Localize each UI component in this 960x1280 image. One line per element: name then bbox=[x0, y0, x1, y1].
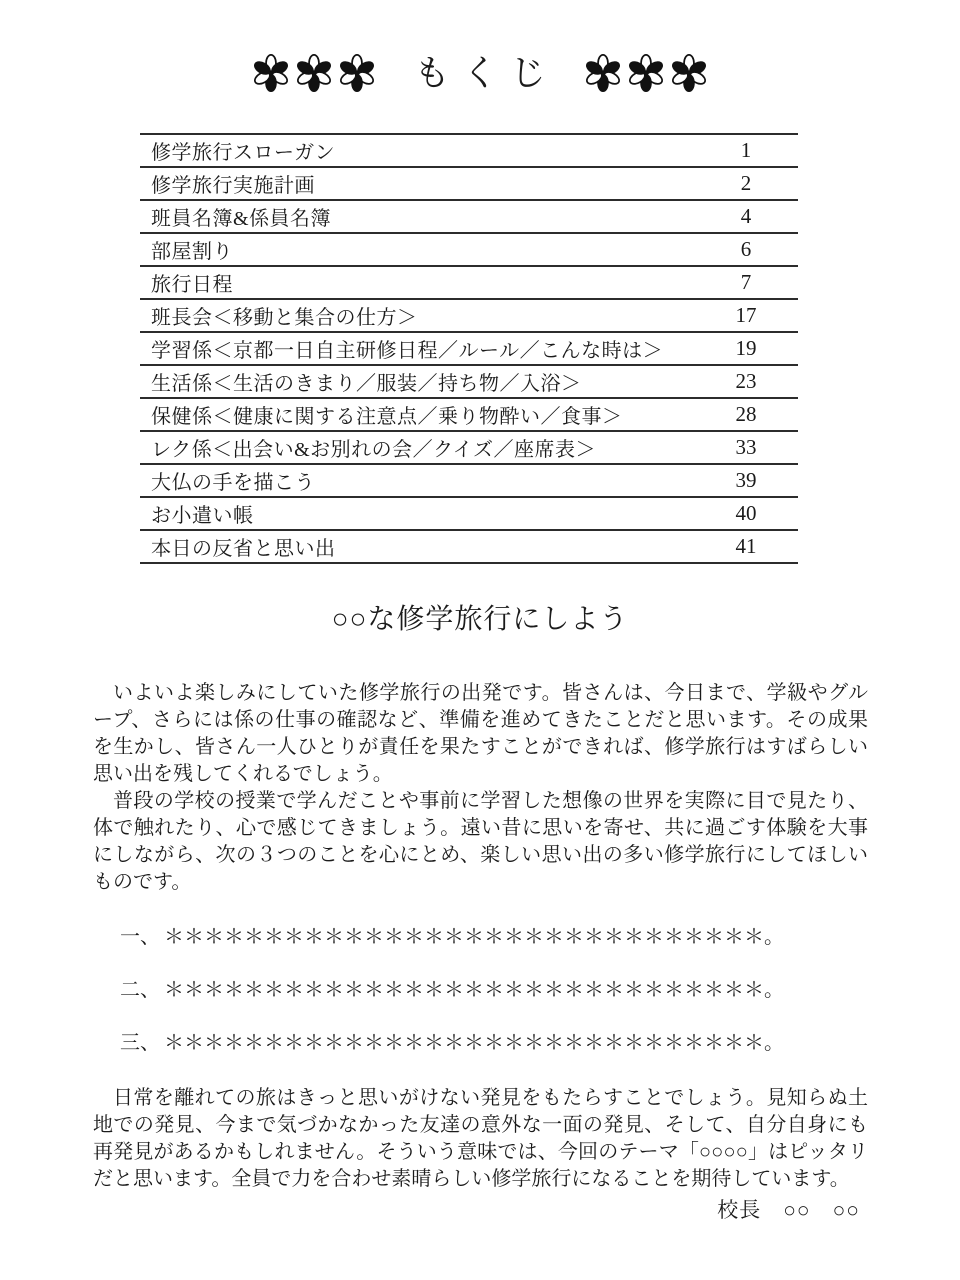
toc-entry-page: 41 bbox=[735, 534, 757, 558]
toc-entry-label: 生活係＜生活のきまり／服装／持ち物／入浴＞ bbox=[151, 373, 582, 395]
principle-text: ＊＊＊＊＊＊＊＊＊＊＊＊＊＊＊＊＊＊＊＊＊＊＊＊＊＊＊＊＊＊。 bbox=[164, 1032, 784, 1054]
florette-icon bbox=[627, 53, 665, 93]
toc-entry-page: 4 bbox=[740, 204, 752, 228]
toc-entry bbox=[140, 430, 798, 463]
principles-list bbox=[120, 924, 960, 1057]
paragraph-3: 日常を離れての旅はきっと思いがけない発見をもたらすことでしょう。見知らぬ土地での発見、今まで気づかなかった友達の意外な一面の発見、そして、自分自身にも再発見があるかもしれません。そういう意味では、今回のテーマ「○○○○」はピッタリだと思います。全員で力を合わせ素晴らしい修学旅行になることを期待しています。 bbox=[93, 1087, 868, 1190]
toc-entry-page: 17 bbox=[735, 303, 757, 327]
toc-entry bbox=[140, 133, 798, 166]
toc-entry bbox=[140, 331, 798, 364]
page-header bbox=[0, 50, 960, 96]
florette-icon bbox=[338, 53, 376, 93]
toc-entry-label: 部屋割り bbox=[151, 241, 233, 263]
toc-entry-label: 修学旅行スローガン bbox=[151, 142, 336, 164]
toc-entry-page: 28 bbox=[735, 402, 757, 426]
toc-entry-label: 大仏の手を描こう bbox=[151, 472, 315, 494]
principle-item bbox=[120, 1030, 960, 1057]
toc-entry-page: 2 bbox=[740, 171, 752, 195]
principle-marker: 二、 bbox=[120, 979, 160, 1001]
principle-text: ＊＊＊＊＊＊＊＊＊＊＊＊＊＊＊＊＊＊＊＊＊＊＊＊＊＊＊＊＊＊。 bbox=[164, 926, 784, 948]
section-title: ○○な修学旅行にしよう bbox=[331, 604, 629, 635]
toc-entry bbox=[140, 265, 798, 298]
intro-paragraphs bbox=[93, 680, 868, 896]
toc-entry-page: 39 bbox=[735, 468, 757, 492]
toc-entry-label: レク係＜出会い&お別れの会／クイズ／座席表＞ bbox=[151, 439, 596, 461]
toc-entry bbox=[140, 298, 798, 331]
toc-entry bbox=[140, 232, 798, 265]
principle-marker: 一、 bbox=[120, 926, 160, 948]
principle-item bbox=[120, 924, 960, 951]
page-title: もくじ bbox=[413, 53, 558, 93]
florette-icon bbox=[295, 53, 333, 93]
toc-entry-label: 学習係＜京都一日自主研修日程／ルール／こんな時は＞ bbox=[151, 340, 664, 362]
toc-entry-label: 本日の反省と思い出 bbox=[151, 538, 336, 560]
toc-entry bbox=[140, 364, 798, 397]
principle-marker: 三、 bbox=[120, 1032, 160, 1054]
toc-entry-label: 修学旅行実施計画 bbox=[151, 175, 315, 197]
toc-entry-page: 23 bbox=[735, 369, 757, 393]
toc-entry-page: 6 bbox=[740, 237, 752, 261]
closing-paragraph bbox=[93, 1085, 868, 1193]
toc-entry bbox=[140, 463, 798, 496]
toc-entry-page: 1 bbox=[740, 138, 752, 162]
toc-entry bbox=[140, 166, 798, 199]
toc-entry-page: 19 bbox=[735, 336, 757, 360]
florette-icon bbox=[252, 53, 290, 93]
toc-entry-label: 班員名簿&係員名簿 bbox=[151, 208, 332, 230]
toc-entry bbox=[140, 397, 798, 430]
toc-entry-page: 7 bbox=[740, 270, 752, 294]
florette-icon bbox=[584, 53, 622, 93]
toc-entry-page: 40 bbox=[735, 501, 757, 525]
toc-entry-label: 班長会＜移動と集合の仕方＞ bbox=[151, 307, 418, 329]
toc-entry-label: 保健係＜健康に関する注意点／乗り物酔い／食事＞ bbox=[151, 406, 623, 428]
toc-entry-page: 33 bbox=[735, 435, 757, 459]
florette-icon bbox=[670, 53, 708, 93]
florette-group-right bbox=[584, 53, 708, 93]
toc-entry bbox=[140, 496, 798, 529]
toc-table bbox=[140, 133, 798, 564]
paragraph-1: いよいよ楽しみにしていた修学旅行の出発です。皆さんは、今日まで、学級やグループ、さらには係の仕事の確認など、準備を進めてきたことだと思います。その成果を生かし、皆さん一人ひとりが責任を果たすことができれば、修学旅行はすばらしい思い出を残してくれるでしょう。 bbox=[93, 682, 868, 785]
toc-entry-label: 旅行日程 bbox=[151, 274, 233, 296]
principle-item bbox=[120, 977, 960, 1004]
toc-entry-label: お小遣い帳 bbox=[151, 505, 254, 527]
principle-text: ＊＊＊＊＊＊＊＊＊＊＊＊＊＊＊＊＊＊＊＊＊＊＊＊＊＊＊＊＊＊。 bbox=[164, 979, 784, 1001]
paragraph-2: 普段の学校の授業で学んだことや事前に学習した想像の世界を実際に目で見たり、体で触れたり、心で感じてきましょう。遠い昔に思いを寄せ、共に過ごす体験を大事にしながら、次の３つのことを心にとめ、楽しい思い出の多い修学旅行にしてほしいものです。 bbox=[93, 790, 868, 893]
florette-group-left bbox=[252, 53, 376, 93]
toc-entry bbox=[140, 199, 798, 232]
signature-line: 校長 ○○ ○○ bbox=[717, 1198, 860, 1222]
toc-entry bbox=[140, 529, 798, 562]
